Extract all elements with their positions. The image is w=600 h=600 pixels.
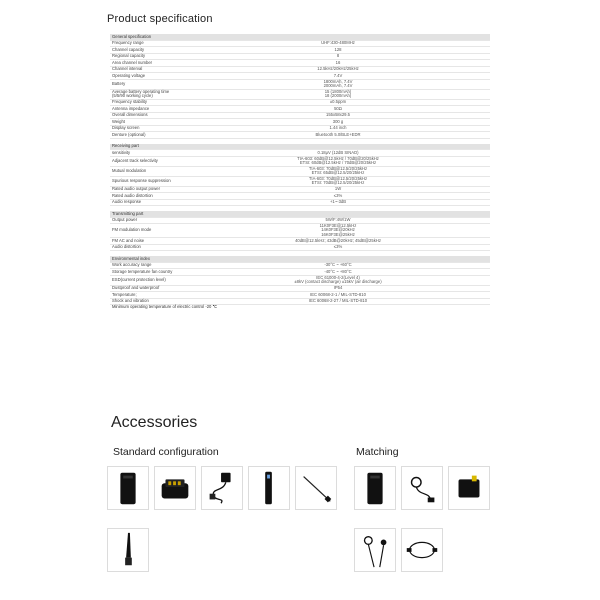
spec-value: 1800mAh, 7.4V 2000mAh, 7.4V (186, 79, 490, 89)
spec-value: UHF:430-480MHz (186, 40, 490, 47)
accessory-antenna (295, 466, 337, 510)
spec-value: TIA-603: 70dB@12.5/20/25kHz ETSI: 65dB@12.5/20/25kHz (186, 166, 490, 176)
spec-key: Area channel number (110, 60, 186, 67)
standard-config-heading: Standard configuration (113, 446, 219, 458)
spec-key: Denture (optional) (110, 132, 186, 139)
spec-table (110, 34, 490, 310)
spec-key: Rated audio distortion (110, 193, 186, 200)
spec-value: IEC 60068-2-27 / MIL-STD-810 (186, 298, 490, 305)
spec-value: 15 (1800mAh) 18 (2000mAh) (186, 89, 490, 99)
spec-row (110, 89, 490, 99)
spec-value: Bluetooth 5.0/BLE+EDR (186, 132, 490, 139)
spec-key: Storage temperature fan country (110, 269, 186, 276)
spec-key: Transmitting part (110, 211, 186, 217)
spec-key: Overall dimensions (110, 112, 186, 119)
spec-key: Operating voltage (110, 73, 186, 80)
belt-clip-icon (249, 467, 289, 509)
spec-key: Spurious response suppression (110, 176, 186, 186)
spec-key: Regional capacity (110, 53, 186, 60)
spec-key: Receiving part (110, 144, 186, 150)
spec-key: Audio distortion (110, 244, 186, 251)
spec-note: Minimum operating temperature of electric control -20 ℃ (112, 304, 218, 310)
power-adapter-icon (202, 467, 242, 509)
battery-icon (108, 467, 148, 509)
spec-key: Display screen (110, 125, 186, 132)
spec-key: FM modulation mode (110, 224, 186, 238)
spec-key: Frequency range (110, 40, 186, 47)
matching-usb-adapter (448, 466, 490, 510)
spec-key: Shock and vibration (110, 298, 186, 305)
spec-value: 155x58x29.5 (186, 112, 490, 119)
spec-value: 0.18μV (12dB SINAD) (186, 150, 490, 157)
spec-value: 40dB@12.5kHz; 43dB@20kHz; 45dB@25kHz (186, 238, 490, 245)
spec-value: 5W/F:4W/1W (186, 217, 490, 224)
spec-value: 1.44 inch (186, 125, 490, 132)
headset-icon (355, 529, 395, 571)
short-antenna-icon (108, 529, 148, 571)
spec-value: IP54 (186, 285, 490, 292)
usb-adapter-icon (449, 467, 489, 509)
spec-key: ESD(current protection level) (110, 275, 186, 285)
spec-value: 50Ω (186, 106, 490, 113)
spec-row (110, 176, 490, 186)
spec-row (110, 79, 490, 89)
matching-heading: Matching (356, 446, 399, 458)
spec-value: +1~-3dB (186, 199, 490, 206)
spec-key: Battery (110, 79, 186, 89)
battery-icon (355, 467, 395, 509)
spec-value: TIA-603: 60dB@12.5kHz / 70dB@20/25kHz ETSI: 60dB@12.5kHz / 70dB@20/25kHz (186, 156, 490, 166)
spec-value: 300 g (186, 119, 490, 126)
spec-value: -30°C ~ +60°C (186, 262, 490, 269)
spec-key: Antenna impedance (110, 106, 186, 113)
spec-value: ≤3% (186, 244, 490, 251)
spec-value: 12.5kHz/20kHz/25kHz (186, 66, 490, 73)
spec-key: Frequency stability (110, 99, 186, 106)
spec-row (110, 275, 490, 285)
spec-note-row (110, 305, 490, 310)
spec-value: IEC 60068-2-1 / MIL-STD-810 (186, 292, 490, 299)
spec-value: 1W (186, 186, 490, 193)
spec-value: -40°C ~ +80°C (186, 269, 490, 276)
accessory-battery (107, 466, 149, 510)
spec-row (110, 166, 490, 176)
spec-key: Average battery operating time (5/5/90 working cycle) (110, 89, 186, 99)
spec-value: 16 (186, 60, 490, 67)
spec-key: Output power (110, 217, 186, 224)
spec-key: Weight (110, 119, 186, 126)
accessory-short-antenna (107, 528, 149, 572)
matching-battery (354, 466, 396, 510)
antenna-icon (296, 467, 336, 509)
page-title: Product specification (107, 13, 213, 25)
spec-key: Channel interval (110, 66, 186, 73)
matching-earpiece (401, 466, 443, 510)
earpiece-icon (402, 467, 442, 509)
spec-key: FM AC and noise (110, 238, 186, 245)
accessory-power-adapter (201, 466, 243, 510)
spec-key: Temperature; (110, 292, 186, 299)
matching-headset (354, 528, 396, 572)
spec-key: Channel capacity (110, 47, 186, 54)
spec-key: Rated audio output power (110, 186, 186, 193)
matching-cable (401, 528, 443, 572)
accessory-belt-clip (248, 466, 290, 510)
spec-key: Mutual modulation (110, 166, 186, 176)
spec-value: 7.4V (186, 73, 490, 80)
accessory-charger-base (154, 466, 196, 510)
spec-value: 8 (186, 53, 490, 60)
spec-key: Work accuracy range (110, 262, 186, 269)
cable-icon (402, 529, 442, 571)
spec-key: Audio response (110, 199, 186, 206)
spec-value: 128 (186, 47, 490, 54)
spec-key: Dustproof and waterproof (110, 285, 186, 292)
accessories-heading: Accessories (111, 414, 198, 431)
spec-key: Environmental index (110, 256, 186, 262)
charger-base-icon (155, 467, 195, 509)
spec-value: TIA-603: 70dB@12.5/20/25kHz ETSI: 70dB@12.5/20/25kHz (186, 176, 490, 186)
spec-value: IEC 61000-4-2(Level 4) ±8kV (contact discharge) ±15kV (air discharge) (186, 275, 490, 285)
spec-key: General specification (110, 34, 186, 40)
spec-value: ±0.5ppm (186, 99, 490, 106)
spec-row (110, 224, 490, 238)
spec-key: sensitivity (110, 150, 186, 157)
spec-row (110, 156, 490, 166)
spec-key: Adjacent track selectivity (110, 156, 186, 166)
spec-value: 11K0F3E@12.5kHz 14K0F3E@20kHz 16K0F3E@25kHz (186, 224, 490, 238)
spec-value: ≤3% (186, 193, 490, 200)
